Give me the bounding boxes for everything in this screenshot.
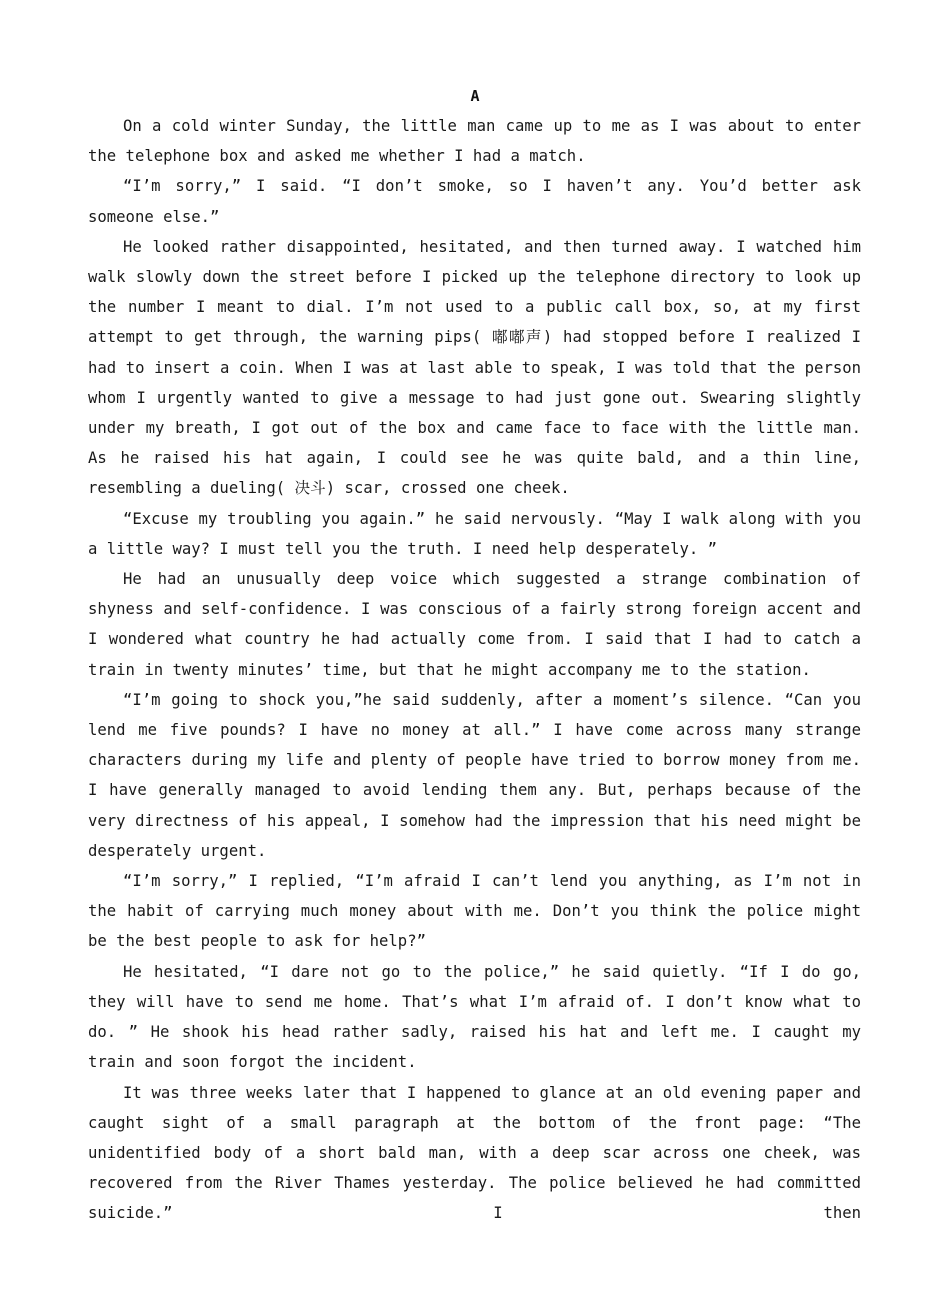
paragraph: He had an unusually deep voice which suggested a strange combination of shyness and self-confidence. I was conscious of a fairly strong foreign accent and I wondered what country he had actually come from. I said that I had to catch a train in twenty minutes’ time, but that he might accompany me to the station.: [88, 570, 861, 679]
paragraph: He hesitated, “I dare not go to the police,” he said quietly. “If I do go, they will have to send me home. That’s what I’m afraid of. I don’t know what to do. ” He shook his head rather sadly, raised his hat and left me. I caught my train and soon forgot the incident.: [88, 962, 861, 1072]
paragraph: It was three weeks later that I happened to glance at an old evening paper and caught sight of a small paragraph at the bottom of the front page: “The unidentified body of a short bald man, with a deep scar across one cheek, was recovered from the River Thames yesterday. The police believed he had committed suicide.” I then: [88, 1083, 861, 1223]
passage-heading: A: [470, 87, 480, 105]
passage-body: [88, 111, 861, 1229]
paragraph: “Excuse my troubling you again.” he said nervously. “May I walk along with you a little way? I must tell you the truth. I need help desperately. ”: [88, 509, 861, 558]
paragraph: “I’m sorry,” I said. “I don’t smoke, so I haven’t any. You’d better ask someone else.”: [88, 177, 861, 226]
paragraph: “I’m going to shock you,”he said suddenly, after a moment’s silence. “Can you lend me five pounds? I have no money at all.” I have come across many strange characters during my life and plenty of people have tried to borrow money from me. I have generally managed to avoid lending them any. But, perhaps because of the very directness of his appeal, I somehow had the impression that his need might be desperately urgent.: [88, 690, 861, 860]
paragraph: He looked rather disappointed, hesitated, and then turned away. I watched him walk slowly down the street before I picked up the telephone directory to look up the number I meant to dial. I’m not used to a public call box, so, at my first attempt to get through, the warning pips( 嘟嘟声) had stopped before I realized I had to insert a coin. When I was at last able to speak, I was told that the person whom I urgently wanted to give a message to had just gone out. Swearing slightly under my breath, I got out of the box and came face to face with the little man. As he raised his hat again, I could see he was quite bald, and a thin line, resembling a dueling( 决斗) scar, crossed one cheek.: [88, 237, 861, 498]
paragraph: “I’m sorry,” I replied, “I’m afraid I can’t lend you anything, as I’m not in the habit of carrying much money about with me. Don’t you think the police might be the best people to ask for help?”: [88, 872, 861, 951]
paragraph: On a cold winter Sunday, the little man came up to me as I was about to enter the telephone box and asked me whether I had a match.: [88, 117, 861, 166]
